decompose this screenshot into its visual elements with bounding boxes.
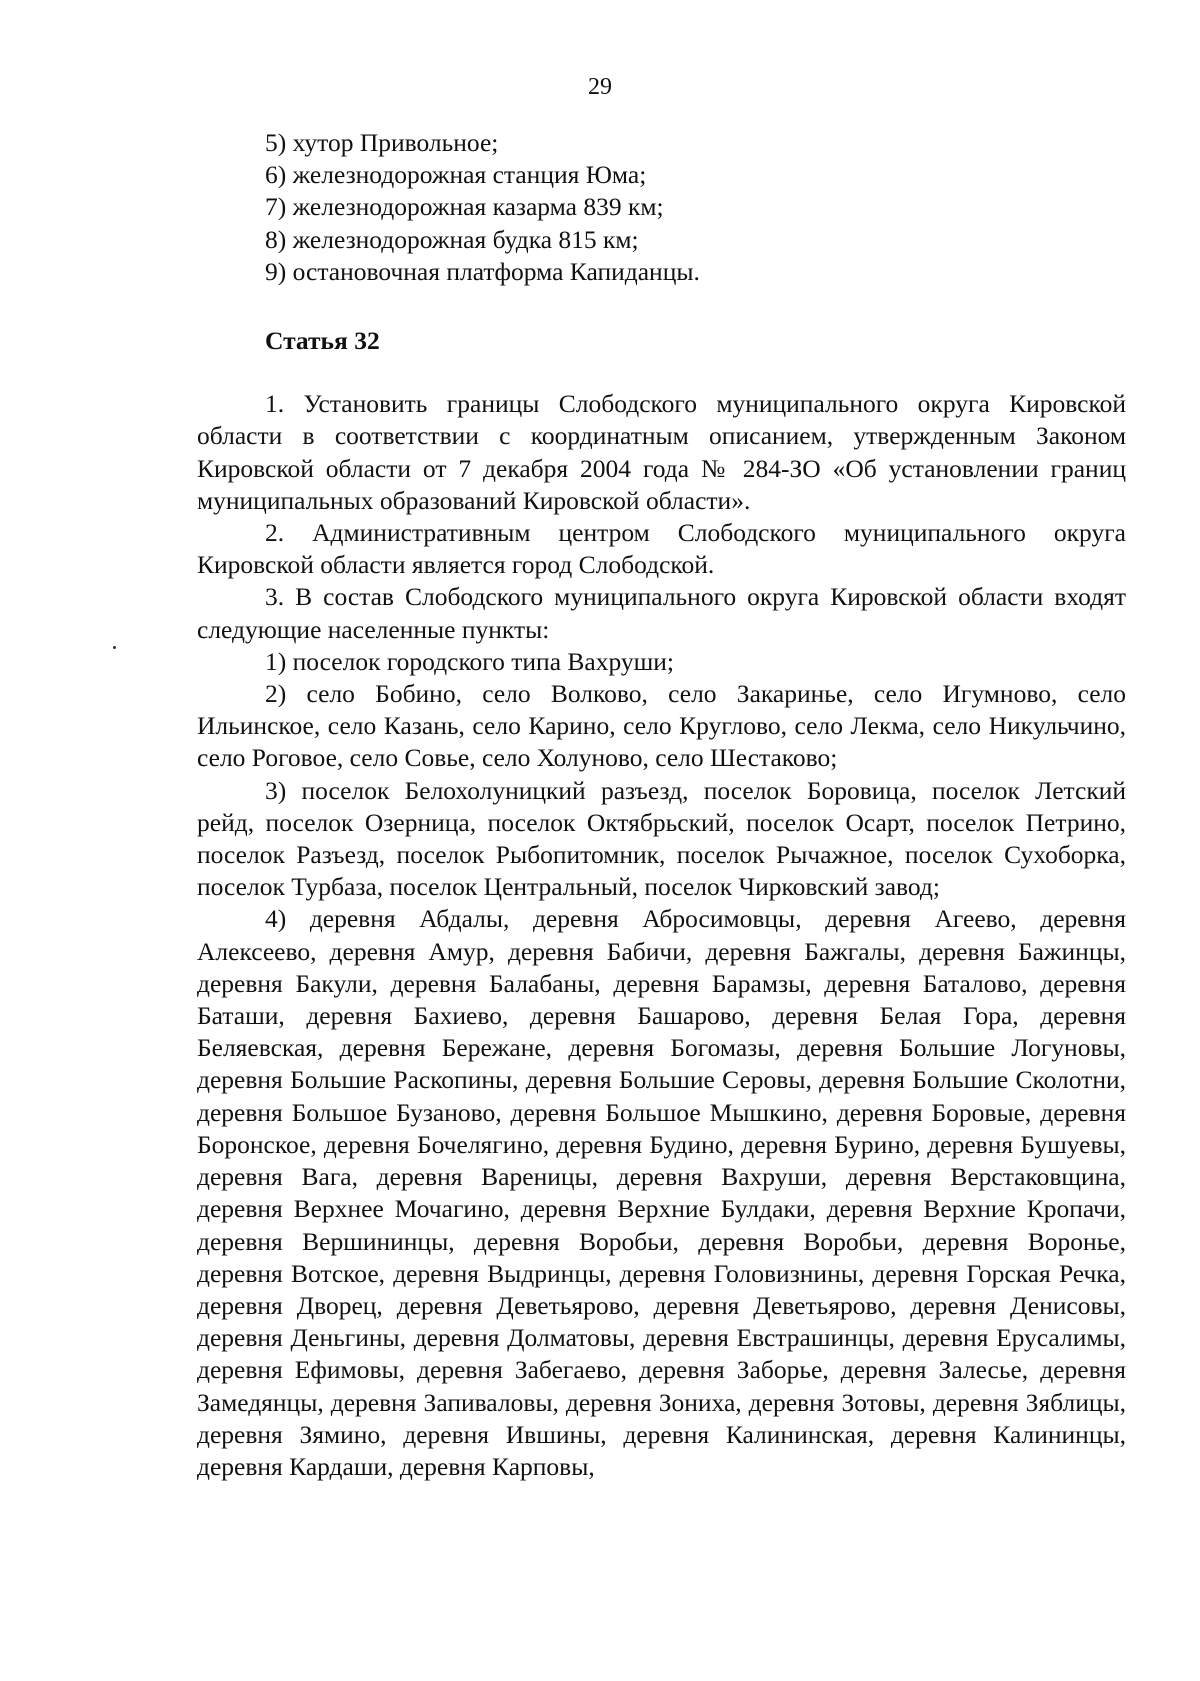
paragraph-villages-selo: 2) село Бобино, село Волково, село Закаринье, село Игумново, село Ильинское, село Казань, село Карино, село Круглово, село Лекма, село Никульчино, село Роговое, село Совье, село Холуново, село Шестаково; <box>197 679 1126 773</box>
paragraph-villages-derevnya: 4) деревня Абдалы, деревня Абросимовцы, деревня Агеево, деревня Алексеево, деревня Амур, деревня Бабичи, деревня Бажгалы, деревня Бажинцы, деревня Бакули, деревня Балабаны, деревня Барамзы, деревня Баталово, деревня Баташи, деревня Бахиево, деревня Башарово, деревня Белая Гора, деревня Беляевская, деревня Бережане, деревня Богомазы, деревня Большие Логуновы, деревня Большие Раскопины, деревня Большие Серовы, деревня Большие Сколотни, деревня Большое Бузаново, деревня Большое Мышкино, деревня Боровые, деревня Боронское, деревня Бочелягино, деревня Будино, деревня Бурино, деревня Бушуевы, деревня Вага, деревня Вареницы, деревня Вахруши, деревня Верстаковщина, деревня Верхнее Мочагино, деревня Верхние Булдаки, деревня Верхние Кропачи, деревня Вершининцы, деревня Воробьи, деревня Воробьи, деревня Воронье, деревня Вотское, деревня Выдринцы, деревня Головизнины, деревня Горская Речка, деревня Дворец, деревня Деветьярово, деревня Деветьярово, деревня Денисовы, деревня Деньгины, деревня Долматовы, деревня Евстрашинцы, деревня Ерусалимы, деревня Ефимовы, деревня Забегаево, деревня Заборье, деревня Залесье, деревня Замедянцы, деревня Запиваловы, деревня Зониха, деревня Зотовы, деревня Зяблицы, деревня Зямино, деревня Ившины, деревня Калининская, деревня Калининцы, деревня Кардаши, деревня Карповы, <box>197 904 1126 1481</box>
page-number: 29 <box>588 74 612 100</box>
paragraph-settlements-poselok: 3) поселок Белохолуницкий разъезд, поселок Боровица, поселок Летский рейд, поселок Озерница, поселок Октябрьский, поселок Осарт, поселок Петрино, поселок Разъезд, поселок Рыбопитомник, поселок Рычажное, поселок Сухоборка, поселок Турбаза, поселок Центральный, поселок Чирковский завод; <box>197 775 1126 902</box>
document-body <box>197 127 1126 1483</box>
paragraph-boundaries: 1. Установить границы Слободского муниципального округа Кировской области в соответствии с координатным описанием, утвержденным Законом Кировской области от 7 декабря 2004 года № 284-ЗО «Об установлении границ муниципальных образований Кировской области». <box>197 389 1126 515</box>
list-item: 5) хутор Привольное; <box>265 128 499 157</box>
paragraph-urban-settlement: 1) поселок городского типа Вахруши; <box>265 646 674 676</box>
list-item: 7) железнодорожная казарма 839 км; <box>265 192 664 222</box>
list-item: 8) железнодорожная будка 815 км; <box>265 224 639 254</box>
list-item: 6) железнодорожная станция Юма; <box>265 160 647 190</box>
paragraph-composition: 3. В состав Слободского муниципального округа Кировской области входят следующие населенные пункты: <box>197 582 1126 644</box>
scan-speck <box>113 646 116 649</box>
article-title: Статья 32 <box>265 326 380 356</box>
paragraph-admin-center: 2. Административным центром Слободского муниципального округа Кировской области является город Слободской. <box>197 518 1126 580</box>
settlement-list-continued <box>197 127 1126 288</box>
list-item: 9) остановочная платформа Капиданцы. <box>265 256 700 286</box>
